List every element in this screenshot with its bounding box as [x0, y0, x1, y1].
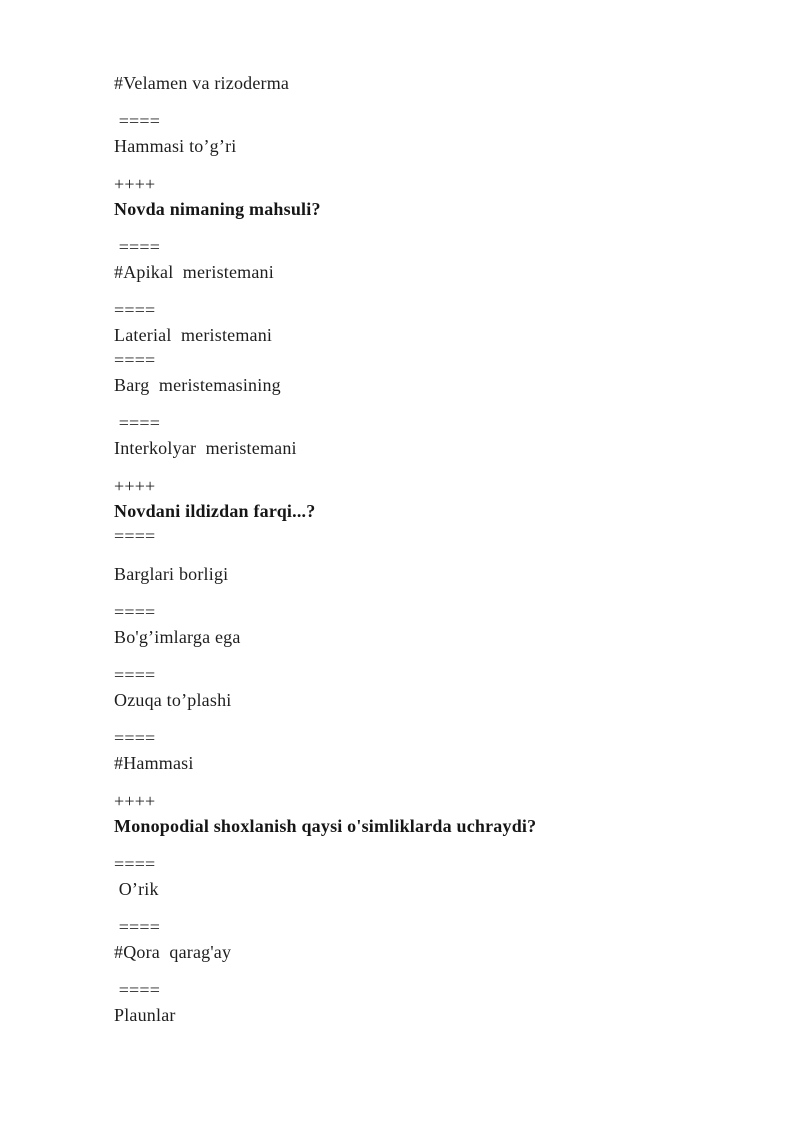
answer-line: Ozuqa to’plashi	[114, 690, 232, 710]
answer-line: Laterial meristemani	[114, 325, 273, 345]
separator-line: ====	[114, 728, 156, 748]
question-line: Monopodial shoxlanish qaysi o'simliklarda uchraydi?	[114, 816, 537, 836]
answer-line: Interkolyar meristemani	[114, 438, 297, 458]
answer-line: #Velamen va rizoderma	[114, 73, 290, 93]
separator-line: ====	[114, 980, 161, 1000]
separator-line: ====	[114, 526, 156, 546]
separator-line: ====	[114, 413, 161, 433]
separator-line: ====	[114, 237, 161, 257]
separator-line: ====	[114, 665, 156, 685]
separator-line: ====	[114, 602, 156, 622]
separator-line: ====	[114, 917, 161, 937]
separator-line: ====	[114, 300, 156, 320]
question-line: Novdani ildizdan farqi...?	[114, 501, 316, 521]
question-divider-line: ++++	[114, 476, 156, 496]
question-divider-line: ++++	[114, 791, 156, 811]
separator-line: ====	[114, 854, 156, 874]
separator-line: ====	[114, 350, 156, 370]
answer-line: #Hammasi	[114, 753, 194, 773]
question-line: Novda nimaning mahsuli?	[114, 199, 321, 219]
question-divider-line: ++++	[114, 174, 156, 194]
answer-line: #Apikal meristemani	[114, 262, 274, 282]
answer-line: Plaunlar	[114, 1005, 176, 1025]
answer-line: Hammasi to’g’ri	[114, 136, 237, 156]
answer-line: Barglari borligi	[114, 564, 229, 584]
answer-line: #Qora qarag'ay	[114, 942, 232, 962]
separator-line: ====	[114, 111, 161, 131]
answer-line: Barg meristemasining	[114, 375, 281, 395]
answer-line: Bo'g’imlarga ega	[114, 627, 241, 647]
answer-line: O’rik	[114, 879, 159, 899]
